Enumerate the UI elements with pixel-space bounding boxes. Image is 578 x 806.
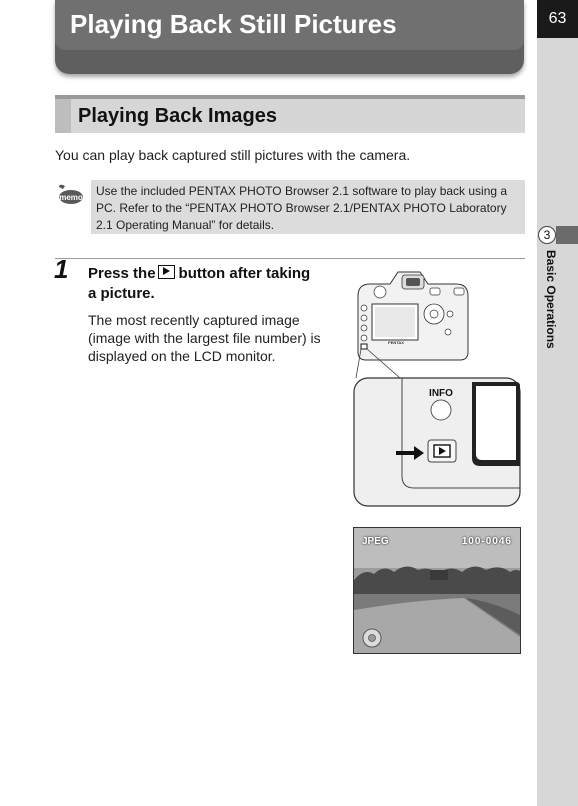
step-number: 1	[54, 254, 69, 284]
lcd-file-number: 100-0046	[461, 536, 512, 547]
intro-text: You can play back captured still pictures with the camera.	[55, 147, 411, 163]
chapter-number: 3	[538, 226, 556, 244]
section-header-mark	[55, 99, 71, 133]
playback-button-icon	[158, 265, 175, 279]
section-title: Playing Back Images	[78, 105, 277, 127]
page-title: Playing Back Still Pictures	[70, 9, 397, 39]
memo-icon-label: memo	[59, 193, 83, 202]
memo-icon	[57, 183, 83, 205]
memo-text: Use the included PENTAX PHOTO Browser 2.1 software to play back using a PC. Refer to the “PENTAX PHOTO Browser 2.1/PENTAX PHOTO Laboratory 2.1 Operating Manual” for details.	[96, 184, 508, 232]
lcd-format-label: JPEG	[362, 536, 389, 547]
step-heading-after: button after taking a picture.	[88, 265, 311, 302]
page-number: 63	[537, 0, 578, 38]
chapter-title: Basic Operations	[544, 250, 558, 349]
step-rule	[55, 258, 525, 259]
camera-brand-label: PENTAX	[388, 340, 404, 345]
chapter-tab-marker	[556, 226, 578, 244]
step-heading-before: Press the	[88, 265, 156, 282]
info-button-label: INFO	[429, 388, 453, 399]
lcd-playback-image	[353, 527, 521, 654]
chapter-title-vertical	[539, 250, 561, 390]
step-body: The most recently captured image (image with the largest file number) is displayed on the LCD monitor.	[88, 312, 321, 364]
chapter-sidebar	[537, 0, 578, 806]
step-heading	[88, 264, 318, 304]
camera-illustration	[350, 266, 525, 511]
